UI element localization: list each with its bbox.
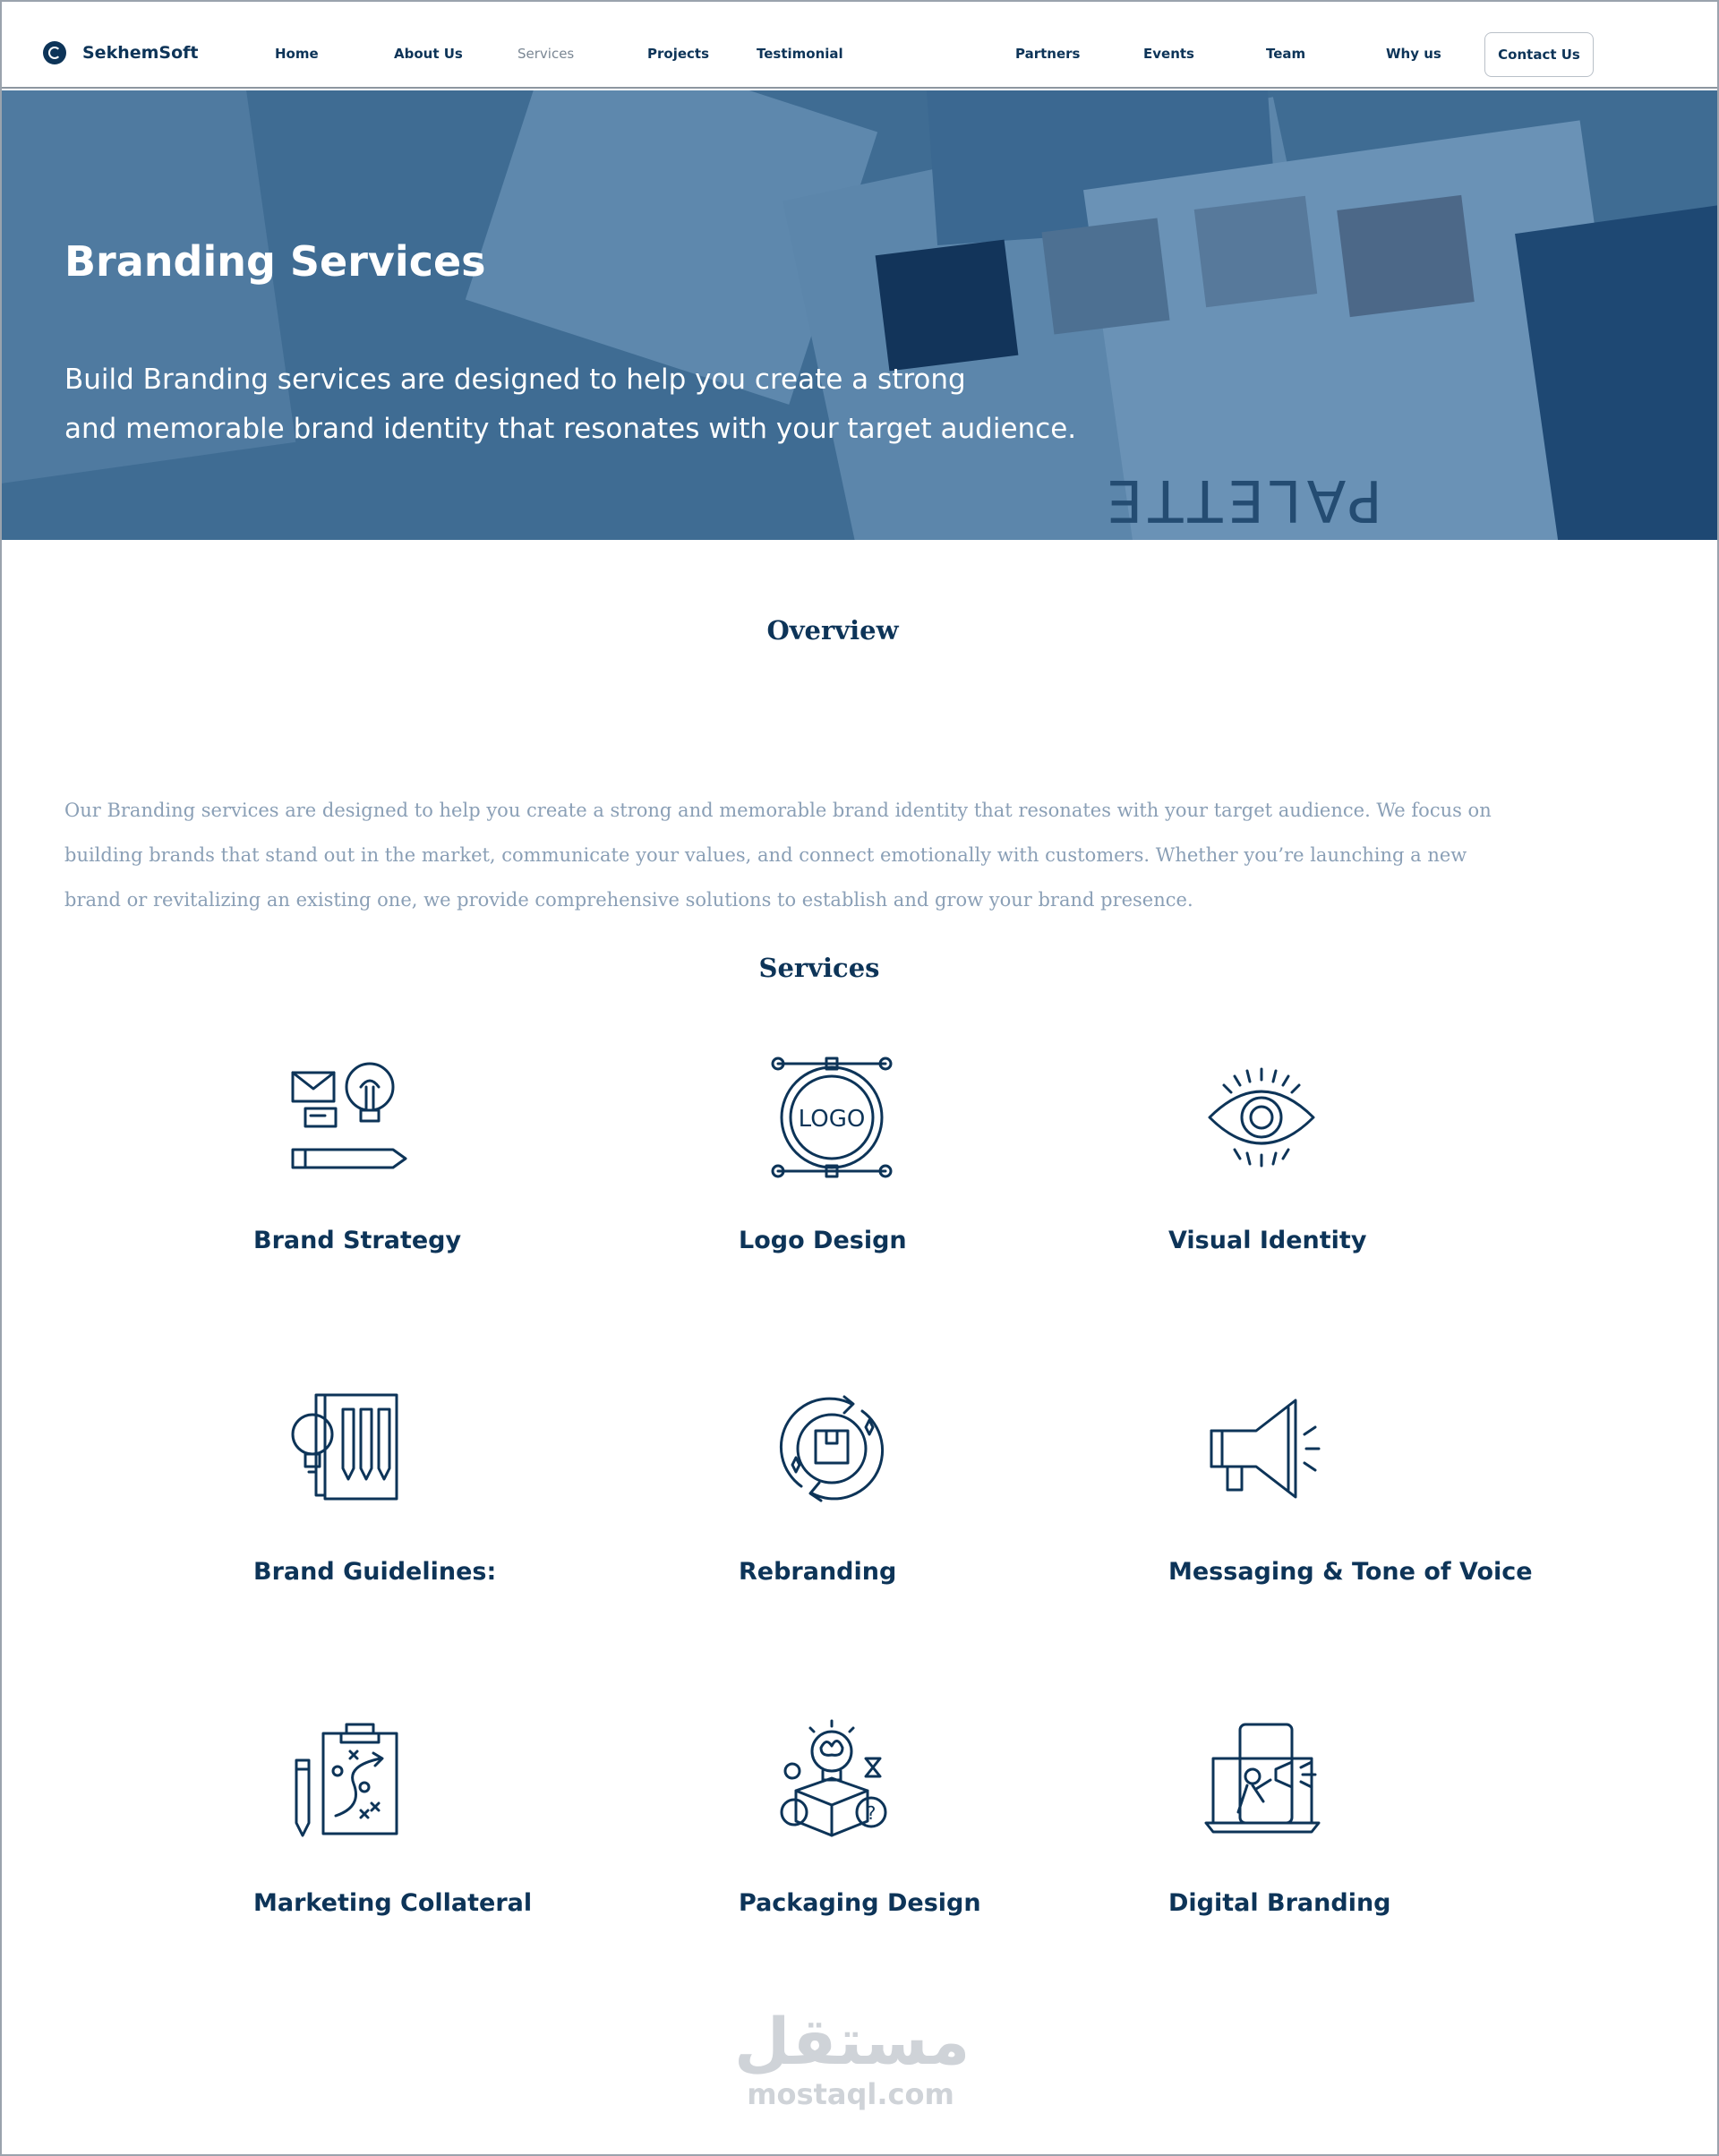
nav-why-us[interactable]: Why us <box>1386 46 1441 62</box>
overview-line: building brands that stand out in the market, communicate your values, and connect emotionally with customers. Whether you’re launching a new <box>64 844 1467 866</box>
hero-description <box>64 355 1085 454</box>
packaging-box-icon <box>771 1719 893 1841</box>
service-label: Marketing Collateral <box>253 1889 533 1917</box>
watermark-arabic: مستقل <box>734 2004 971 2079</box>
service-label: Logo Design <box>739 1227 907 1254</box>
nav-partners[interactable]: Partners <box>1015 46 1081 62</box>
service-label: Brand Guidelines: <box>253 1558 497 1586</box>
nav-about-us[interactable]: About Us <box>394 46 463 62</box>
hero-decor-swatch <box>1041 218 1169 335</box>
service-label: Visual Identity <box>1168 1227 1367 1254</box>
hero-decor-swatch <box>1337 195 1475 317</box>
service-label: Packaging Design <box>739 1889 981 1917</box>
nav-projects[interactable]: Projects <box>647 46 710 62</box>
logo-design-icon <box>771 1057 893 1178</box>
mostaql-watermark <box>734 2004 971 2111</box>
hero-decor-swatch <box>876 240 1019 372</box>
digital-marketing-icon <box>1201 1719 1322 1841</box>
contact-us-button[interactable]: Contact Us <box>1484 32 1594 77</box>
nav-events[interactable]: Events <box>1143 46 1194 62</box>
overview-line: brand or revitalizing an existing one, we provide comprehensive solutions to establish and grow your brand presence. <box>64 889 1193 911</box>
hero-decor-swatch <box>1194 196 1317 307</box>
nav-testimonial[interactable]: Testimonial <box>757 46 843 62</box>
service-label: Brand Strategy <box>253 1227 462 1254</box>
hero-banner <box>0 90 1719 540</box>
megaphone-icon <box>1201 1388 1322 1510</box>
nav-services[interactable]: Services <box>517 46 575 62</box>
brand-strategy-icon <box>286 1057 407 1178</box>
nav-home[interactable]: Home <box>275 46 319 62</box>
hero-description-line: and memorable brand identity that resonates with your target audience. <box>64 413 1077 445</box>
service-label: Messaging & Tone of Voice <box>1168 1558 1533 1586</box>
brand-logo-icon <box>43 41 66 64</box>
clipboard-strategy-icon <box>286 1719 407 1841</box>
overview-heading: Overview <box>766 615 899 646</box>
logo-icon-text: LOGO <box>798 1106 866 1133</box>
guidelines-book-icon <box>286 1388 407 1510</box>
eye-icon <box>1201 1057 1322 1178</box>
brand-name: SekhemSoft <box>82 43 199 63</box>
question-mark-glyph: ? <box>866 1802 877 1824</box>
brand[interactable] <box>43 41 199 64</box>
service-label: Digital Branding <box>1168 1889 1391 1917</box>
top-navbar <box>0 0 1719 89</box>
hero-description-line: Build Branding services are designed to help you create a strong <box>64 364 966 396</box>
overview-paragraph <box>64 788 1658 922</box>
watermark-latin: mostaql.com <box>747 2077 954 2111</box>
service-label: Rebranding <box>739 1558 897 1586</box>
overview-line: Our Branding services are designed to help you create a strong and memorable brand identity that resonates with your target audience. We focus on <box>64 800 1492 821</box>
page-title: Branding Services <box>64 237 486 286</box>
rebranding-cycle-icon <box>771 1388 893 1510</box>
hero-palette-text: PALETTE <box>1101 466 1382 533</box>
services-heading: Services <box>758 953 880 983</box>
nav-team[interactable]: Team <box>1266 46 1306 62</box>
